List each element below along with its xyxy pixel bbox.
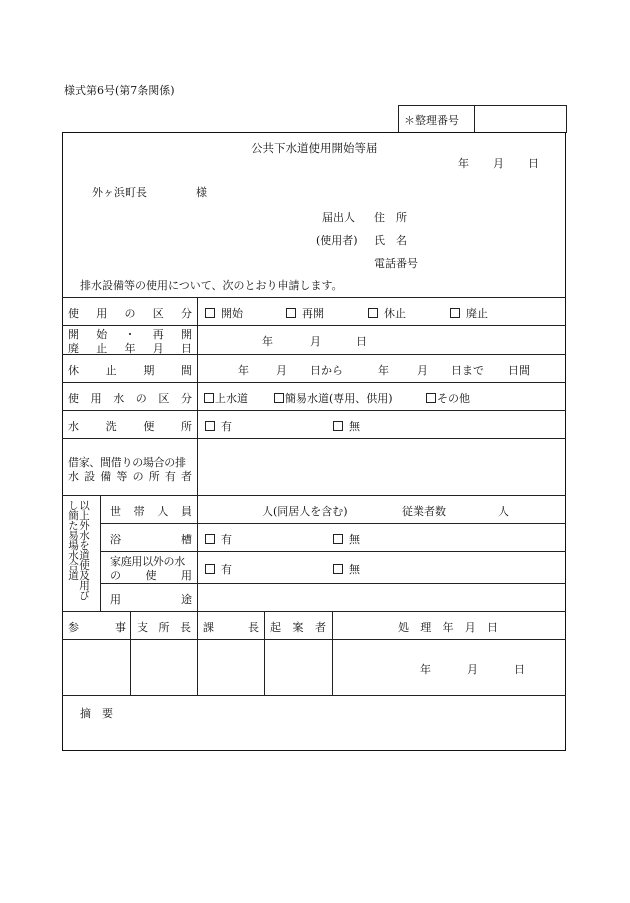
form-title: 公共下水道使用開始等届 xyxy=(251,141,378,155)
non-household-option-no[interactable]: 無 xyxy=(333,561,360,577)
toilet-label: 水 洗 便 所 xyxy=(68,420,192,433)
start-date-label-line2: 廃 止 年 月 日 xyxy=(68,342,192,355)
reference-number-field[interactable] xyxy=(476,107,565,131)
drafter-stamp-box[interactable] xyxy=(265,641,331,694)
owner-label-line2: 水 設 備 等 の 所 有 者 xyxy=(68,470,192,483)
checkbox-icon xyxy=(450,308,460,318)
branch-manager-label: 支 所 長 xyxy=(137,621,191,634)
bath-label: 浴 槽 xyxy=(110,533,192,546)
submission-date-year: 年 xyxy=(458,157,469,170)
suspension-to-day: 日まで xyxy=(451,364,484,377)
name-label: 氏 名 xyxy=(374,234,407,247)
start-date-label-line1: 開 始 ・ 再 開 xyxy=(68,328,192,341)
checkbox-icon xyxy=(204,393,214,403)
suspension-from-day: 日から xyxy=(310,364,343,377)
submission-date-day: 日 xyxy=(528,157,539,170)
section-chief-label: 課 長 xyxy=(203,621,259,634)
purpose-field[interactable] xyxy=(199,585,564,609)
checkbox-icon xyxy=(205,308,215,318)
notifier-label: 届出人 xyxy=(322,211,355,224)
suspension-days: 日間 xyxy=(508,364,530,377)
suspension-to-month: 月 xyxy=(417,364,428,377)
councilor-label: 参 事 xyxy=(68,621,126,634)
employees-unit: 人 xyxy=(498,505,509,518)
start-date-day: 日 xyxy=(356,335,367,348)
water-option-tap[interactable]: 上水道 xyxy=(204,390,248,406)
bath-option-no[interactable]: 無 xyxy=(333,531,360,547)
checkbox-icon xyxy=(333,421,343,431)
branch-manager-stamp-box[interactable] xyxy=(131,641,196,694)
other-water-side-label: 以上外水を道使及用びし簡た易場水合道 xyxy=(67,500,90,600)
non-household-label-line1: 家庭用以外の水 xyxy=(110,555,185,568)
non-household-option-yes[interactable]: 有 xyxy=(205,561,232,577)
usage-option-start[interactable]: 開始 xyxy=(205,305,243,321)
water-type-label: 使 用 水 の 区 分 xyxy=(68,392,192,405)
household-persons: 人(同居人を含む) xyxy=(262,505,348,518)
suspension-from-year: 年 xyxy=(238,364,249,377)
councilor-stamp-box[interactable] xyxy=(63,641,129,694)
user-label: (使用者) xyxy=(316,234,358,247)
checkbox-icon xyxy=(205,421,215,431)
drafter-label: 起 案 者 xyxy=(270,621,326,634)
household-label: 世 帯 人 員 xyxy=(110,505,192,518)
usage-option-resume[interactable]: 再開 xyxy=(286,305,324,321)
checkbox-icon xyxy=(333,564,343,574)
phone-label: 電話番号 xyxy=(374,257,418,270)
employees-label: 従業者数 xyxy=(402,505,446,518)
reference-number-label: ＊整理番号 xyxy=(404,114,459,127)
toilet-option-yes[interactable]: 有 xyxy=(205,418,232,434)
checkbox-icon xyxy=(426,393,436,403)
owner-label-line1: 借家、間借りの場合の排 xyxy=(68,456,186,469)
water-option-other[interactable]: その他 xyxy=(426,390,470,406)
form-number: 様式第6号(第7条関係) xyxy=(64,84,175,97)
checkbox-icon xyxy=(205,564,215,574)
non-household-label-line2: の 使 用 xyxy=(110,569,192,582)
checkbox-icon xyxy=(205,534,215,544)
water-option-simple[interactable]: 簡易水道(専用、供用) xyxy=(274,390,393,406)
checkbox-icon xyxy=(286,308,296,318)
usage-type-label: 使 用 の 区 分 xyxy=(68,307,192,320)
owner-field[interactable] xyxy=(199,440,564,493)
checkbox-icon xyxy=(274,393,284,403)
bath-option-yes[interactable]: 有 xyxy=(205,531,232,547)
toilet-option-no[interactable]: 無 xyxy=(333,418,360,434)
summary-label: 摘 要 xyxy=(80,707,113,720)
start-date-month: 月 xyxy=(310,335,321,348)
purpose-label: 用 途 xyxy=(110,593,192,606)
summary-field[interactable] xyxy=(64,697,564,749)
usage-option-abolish[interactable]: 廃止 xyxy=(450,305,488,321)
usage-option-suspend[interactable]: 休止 xyxy=(368,305,406,321)
section-chief-stamp-box[interactable] xyxy=(198,641,263,694)
checkbox-icon xyxy=(368,308,378,318)
addressee: 外ヶ浜町長 xyxy=(92,186,147,199)
suspension-from-month: 月 xyxy=(276,364,287,377)
processing-date-month: 月 xyxy=(467,663,478,676)
suspension-to-year: 年 xyxy=(378,364,389,377)
address-label: 住 所 xyxy=(374,211,407,224)
processing-date-day: 日 xyxy=(514,663,525,676)
request-text: 排水設備等の使用について、次のとおり申請します。 xyxy=(80,279,343,292)
checkbox-icon xyxy=(333,534,343,544)
processing-date-year: 年 xyxy=(420,663,431,676)
submission-date-month: 月 xyxy=(493,157,504,170)
processing-date-label: 処 理 年 月 日 xyxy=(398,621,498,634)
addressee-suffix: 様 xyxy=(196,186,207,199)
start-date-year: 年 xyxy=(262,335,273,348)
suspension-label: 休 止 期 間 xyxy=(68,364,192,377)
